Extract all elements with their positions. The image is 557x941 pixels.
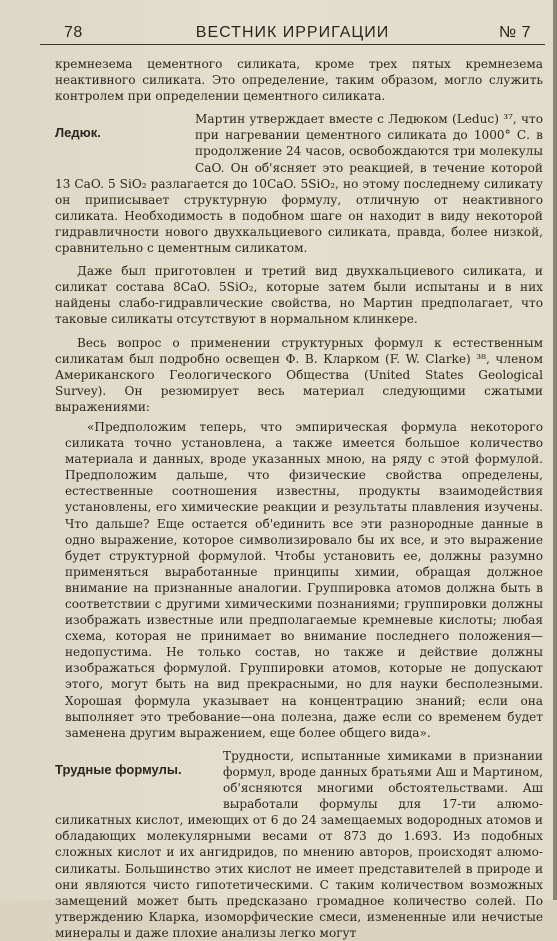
- paragraph: Даже был приготовлен и третий вид двухкальциевого силиката, и силикат состава 8CaO. 5SiO₂, которые затем были испытаны и в них найдены слабо-гидравлические свойства, но Мартин предполагает, что таковые силикаты отсутствуют в нормальном клинкере.: [55, 264, 543, 327]
- page-edge-shadow: [553, 0, 557, 900]
- page-header: [40, 22, 545, 45]
- side-heading-ledyuk: Ледюк.: [55, 125, 101, 141]
- journal-title: ВЕСТНИК ИРРИГАЦИИ: [195, 24, 390, 41]
- issue-number: № 7: [498, 24, 531, 41]
- page-number: 78: [64, 24, 83, 41]
- paragraph-ledyuk: [55, 111, 543, 256]
- paragraph: Весь вопрос о применении структурных формул к естественным силикатам был подробно освещен Ф. В. Кларком (F. W. Clarke) ³⁸, членом Американского Геологического Общества (United States Geological Survey). Он резюмирует весь материал следующими сжатыми выражениями:: [55, 335, 543, 414]
- paragraph-hard-formulas: [55, 748, 543, 941]
- body-text: [55, 56, 543, 941]
- paragraph-text: Мартин утверждает вместе с Ледюком (Leduc) ³⁷, что при нагревании цементного силиката до 1000° С. в продолжение 24 часов, освобождаются три молекулы CaO. Он об'ясняет это реакцией, в течение которой 13 CaO. 5 SiO₂ разлагается до 10CaO. 5SiO₂, но этому последнему силикату он приписывает структурную формулу, отличную от неактивного силиката. Необходимость в подобном шаге он находит в виду некоторой гидравличности нового двухкальциевого силиката, правда, более низкой, сравнительно с цементным силикатом.: [55, 112, 543, 256]
- paragraph: кремнезема цементного силиката, кроме трех пятых кремнезема неактивного силиката. Это определение, таким образом, могло служить контролем при определении цементного силиката.: [55, 57, 543, 104]
- block-quote: «Предположим теперь, что эмпирическая формула некоторого силиката точно установлена, а также имеется большое количество материала и данных, вроде указанных мною, на ряду с этой формулой. Предположим дальше, что физические свойства определены, естественные соотношения известны, продукты взаимодействия установлены, его химические реакции и результаты плавления изучены. Что дальше? Еще остается об'единить все эти разнородные данные в одно выражение, которое символизировало бы их все, и это выражение будет структурной формулой. Чтобы установить ее, должны разумно применяться выработанные принципы химии, обращая должное внимание на признанные аналогии. Группировка атомов должна быть в соответствии с другими химическими познаниями; группировки должны изображать известные или предполагаемые кремневые кислоты; любая схема, которая не принимает во внимание последнего положения—недопустима. Не только состав, но также и действие должны изображаться формулой. Группировки атомов, которые не допускают этого, могут быть на вид прекрасными, но для науки бесполезными. Хорошая формула указывает на концентрацию знаний; если она выполняет это требование—она полезна, даже если со временем будет заменена другим выражением, еще более общего вида».: [65, 419, 543, 740]
- side-heading-hard-formulas: Трудные формулы.: [55, 761, 182, 777]
- paragraph-text: Трудности, испытанные химиками в признании формул, вроде данных братьями Аш и Мартином, об'ясняются многими обстоятельствами. Аш выработали формулы для 17-ти алюмо-силикатных кислот, имеющих от 6 до 24 замещаемых водородных атомов и обладающих молекулярными весами от 873 до 1.693. Из подобных сложных кислот и их ангидридов, по мнению авторов, происходят алюмо-силикаты. Большинство этих кислот не имеет представителей в природе и они являются чисто гипотетическими. С таким количеством возможных замещений может быть предсказано громадное количество солей. По утверждению Кларка, изоморфические смеси, измененные или нечистые минералы и даже плохие анализы легко могут: [55, 748, 543, 940]
